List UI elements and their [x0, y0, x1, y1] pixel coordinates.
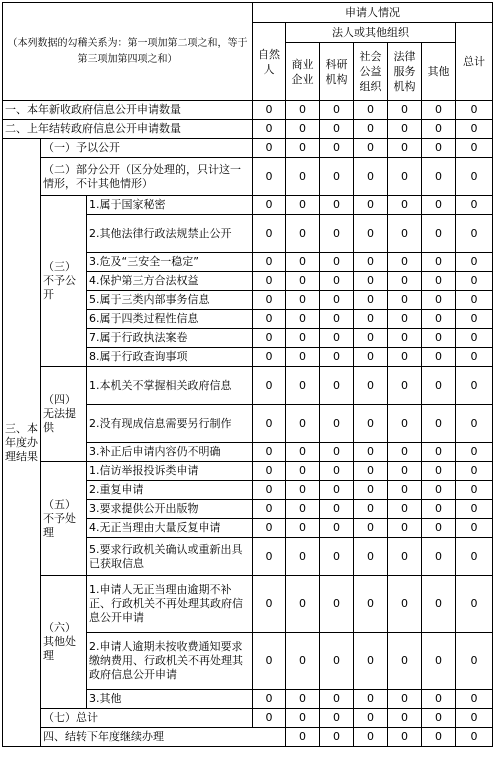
value-cell: 0: [422, 139, 456, 158]
value-cell: 0: [320, 215, 354, 253]
row-label: 6.属于四类过程性信息: [87, 310, 253, 329]
value-cell: 0: [320, 196, 354, 215]
value-cell: 0: [354, 120, 388, 139]
value-cell: 0: [286, 272, 320, 291]
value-cell: 0: [456, 272, 493, 291]
value-cell: 0: [286, 291, 320, 310]
value-cell: 0: [354, 139, 388, 158]
value-cell: 0: [354, 500, 388, 519]
value-cell: 0: [253, 196, 286, 215]
value-cell: 0: [286, 519, 320, 538]
value-cell: 0: [422, 576, 456, 633]
value-cell: 0: [320, 291, 354, 310]
value-cell: 0: [456, 405, 493, 443]
value-cell: 0: [286, 576, 320, 633]
total-header: 总计: [456, 23, 493, 101]
value-cell: 0: [320, 576, 354, 633]
not-processed-category-label: （五）不予处理: [41, 462, 87, 576]
value-cell: 0: [320, 709, 354, 728]
value-cell: 0: [253, 500, 286, 519]
other-header: 其他: [422, 43, 456, 101]
value-cell: 0: [320, 158, 354, 196]
value-cell: 0: [253, 215, 286, 253]
row-label: 5.要求行政机关确认或重新出具已获取信息: [87, 538, 253, 576]
value-cell: 0: [354, 272, 388, 291]
value-cell: 0: [253, 101, 286, 120]
value-cell: 0: [253, 633, 286, 690]
value-cell: 0: [388, 272, 422, 291]
row-label: 3.危及“三安全一稳定”: [87, 253, 253, 272]
row-carried-over: [3, 120, 493, 139]
row-partially-disclosed: [3, 158, 493, 196]
value-cell: 0: [422, 728, 456, 747]
value-cell: 0: [286, 139, 320, 158]
value-cell: 0: [286, 481, 320, 500]
row-label: 7.属于行政执法案卷: [87, 329, 253, 348]
value-cell: 0: [354, 101, 388, 120]
row-label: 1.信访举报投诉类申请: [87, 462, 253, 481]
value-cell: 0: [253, 139, 286, 158]
value-cell: 0: [320, 272, 354, 291]
row-label: 一、本年新收政府信息公开申请数量: [3, 101, 253, 120]
value-cell: 0: [320, 443, 354, 462]
value-cell: 0: [456, 215, 493, 253]
natural-person-header: 自然人: [253, 23, 286, 101]
value-cell: 0: [286, 196, 320, 215]
row-label: 4.保护第三方合法权益: [87, 272, 253, 291]
value-cell: 0: [422, 519, 456, 538]
value-cell: 0: [422, 101, 456, 120]
row-label: 3.其他: [87, 690, 253, 709]
value-cell: 0: [388, 158, 422, 196]
value-cell: 0: [422, 690, 456, 709]
social-welfare-header: 社会公益组织: [354, 43, 388, 101]
value-cell: 0: [388, 253, 422, 272]
value-cell: 0: [253, 367, 286, 405]
row-label: 5.属于三类内部事务信息: [87, 291, 253, 310]
value-cell: 0: [354, 519, 388, 538]
legal-service-header: 法律服务机构: [388, 43, 422, 101]
value-cell: 0: [354, 481, 388, 500]
value-cell: 0: [253, 462, 286, 481]
value-cell: 0: [286, 120, 320, 139]
row-label: 2.没有现成信息需要另行制作: [87, 405, 253, 443]
value-cell: 0: [354, 348, 388, 367]
value-cell: 0: [388, 348, 422, 367]
legal-person-group-header: 法人或其他组织: [286, 23, 456, 43]
value-cell: 0: [388, 367, 422, 405]
value-cell: 0: [253, 576, 286, 633]
row-not-processed-item: [3, 462, 493, 481]
value-cell: 0: [388, 139, 422, 158]
value-cell: 0: [320, 139, 354, 158]
unable-to-provide-category-label: （四）无法提供: [41, 367, 87, 462]
value-cell: 0: [388, 481, 422, 500]
value-cell: 0: [456, 690, 493, 709]
value-cell: 0: [354, 709, 388, 728]
value-cell: 0: [388, 215, 422, 253]
value-cell: 0: [388, 120, 422, 139]
row-label: 4.无正当理由大量反复申请: [87, 519, 253, 538]
value-cell: 0: [456, 576, 493, 633]
value-cell: 0: [354, 405, 388, 443]
value-cell: 0: [354, 538, 388, 576]
value-cell: 0: [456, 253, 493, 272]
value-cell: 0: [388, 709, 422, 728]
value-cell: 0: [456, 310, 493, 329]
row-label: 1.本机关不掌握相关政府信息: [87, 367, 253, 405]
value-cell: 0: [354, 158, 388, 196]
value-cell: 0: [253, 158, 286, 196]
value-cell: 0: [354, 576, 388, 633]
value-cell: 0: [320, 329, 354, 348]
value-cell: 0: [422, 196, 456, 215]
value-cell: 0: [456, 120, 493, 139]
value-cell: 0: [354, 728, 388, 747]
value-cell: 0: [422, 329, 456, 348]
value-cell: 0: [422, 633, 456, 690]
value-cell: 0: [354, 443, 388, 462]
row-label: （七）总计: [41, 709, 253, 728]
value-cell: 0: [320, 120, 354, 139]
value-cell: 0: [388, 310, 422, 329]
value-cell: 0: [286, 538, 320, 576]
value-cell: 0: [388, 443, 422, 462]
value-cell: 0: [422, 120, 456, 139]
row-label: 四、结转下年度继续办理: [41, 728, 286, 747]
value-cell: 0: [388, 728, 422, 747]
row-label: （二）部分公开（区分处理的，只计这一情形，不计其他情形）: [41, 158, 253, 196]
value-cell: 0: [422, 367, 456, 405]
value-cell: 0: [388, 690, 422, 709]
value-cell: 0: [320, 633, 354, 690]
value-cell: 0: [253, 329, 286, 348]
value-cell: 0: [456, 462, 493, 481]
row-not-disclosed-item: [3, 196, 493, 215]
research-header: 科研机构: [320, 43, 354, 101]
row-label: 二、上年结转政府信息公开申请数量: [3, 120, 253, 139]
value-cell: 0: [253, 519, 286, 538]
value-cell: 0: [422, 538, 456, 576]
value-cell: 0: [253, 481, 286, 500]
value-cell: 0: [253, 405, 286, 443]
value-cell: 0: [286, 405, 320, 443]
row-label: 1.申请人无正当理由逾期不补正、行政机关不再处理其政府信息公开申请: [87, 576, 253, 633]
value-cell: 0: [286, 310, 320, 329]
value-cell: 0: [320, 481, 354, 500]
value-cell: 0: [286, 728, 320, 747]
value-cell: 0: [388, 329, 422, 348]
value-cell: 0: [388, 500, 422, 519]
value-cell: 0: [354, 462, 388, 481]
value-cell: 0: [286, 101, 320, 120]
value-cell: 0: [253, 272, 286, 291]
value-cell: 0: [456, 519, 493, 538]
value-cell: 0: [422, 310, 456, 329]
value-cell: 0: [354, 310, 388, 329]
value-cell: 0: [320, 500, 354, 519]
value-cell: 0: [286, 253, 320, 272]
row-label: 2.申请人逾期未按收费通知要求缴纳费用、行政机关不再处理其政府信息公开申请: [87, 633, 253, 690]
value-cell: 0: [253, 310, 286, 329]
value-cell: 0: [456, 443, 493, 462]
row-label: 3.补正后申请内容仍不明确: [87, 443, 253, 462]
value-cell: 0: [456, 196, 493, 215]
value-cell: 0: [320, 367, 354, 405]
value-cell: 0: [354, 253, 388, 272]
row-label: 1.属于国家秘密: [87, 196, 253, 215]
value-cell: 0: [286, 690, 320, 709]
value-cell: 0: [354, 329, 388, 348]
value-cell: 0: [253, 291, 286, 310]
value-cell: 0: [422, 462, 456, 481]
value-cell: 0: [320, 310, 354, 329]
value-cell: 0: [456, 538, 493, 576]
value-cell: 0: [286, 443, 320, 462]
value-cell: 0: [320, 519, 354, 538]
value-cell: 0: [320, 728, 354, 747]
value-cell: 0: [422, 215, 456, 253]
value-cell: 0: [388, 291, 422, 310]
value-cell: 0: [422, 272, 456, 291]
value-cell: 0: [286, 348, 320, 367]
value-cell: 0: [286, 633, 320, 690]
header-row-1: [3, 3, 493, 23]
value-cell: 0: [456, 348, 493, 367]
value-cell: 0: [320, 348, 354, 367]
value-cell: 0: [422, 500, 456, 519]
value-cell: 0: [286, 709, 320, 728]
value-cell: 0: [422, 291, 456, 310]
value-cell: 0: [286, 367, 320, 405]
annual-result-label: 三、本年度办理结果: [3, 139, 41, 747]
row-label: 3.要求提供公开出版物: [87, 500, 253, 519]
not-disclosed-category-label: （三）不予公开: [41, 196, 87, 367]
value-cell: 0: [253, 253, 286, 272]
relation-note: （本列数据的勾稽关系为：第一项加第二项之和，等于第三项加第四项之和）: [3, 3, 253, 101]
applicant-info-header: 申请人情况: [253, 3, 493, 23]
value-cell: 0: [354, 367, 388, 405]
value-cell: 0: [422, 443, 456, 462]
value-cell: 0: [456, 633, 493, 690]
value-cell: 0: [388, 405, 422, 443]
row-label: 2.其他法律行政法规禁止公开: [87, 215, 253, 253]
value-cell: 0: [253, 120, 286, 139]
row-label: （一）予以公开: [41, 139, 253, 158]
value-cell: 0: [388, 101, 422, 120]
value-cell: 0: [286, 158, 320, 196]
value-cell: 0: [456, 329, 493, 348]
value-cell: 0: [456, 709, 493, 728]
value-cell: 0: [320, 462, 354, 481]
value-cell: 0: [320, 538, 354, 576]
value-cell: 0: [422, 709, 456, 728]
gov-info-disclosure-table: [2, 2, 493, 747]
value-cell: 0: [456, 291, 493, 310]
value-cell: 0: [456, 158, 493, 196]
other-processing-category-label: （六）其他处理: [41, 576, 87, 709]
value-cell: 0: [422, 481, 456, 500]
value-cell: 0: [422, 348, 456, 367]
row-label: 8.属于行政查询事项: [87, 348, 253, 367]
value-cell: 0: [320, 253, 354, 272]
row-total: [3, 709, 493, 728]
value-cell: 0: [286, 500, 320, 519]
value-cell: 0: [286, 462, 320, 481]
value-cell: 0: [354, 291, 388, 310]
row-label: 2.重复申请: [87, 481, 253, 500]
value-cell: 0: [286, 329, 320, 348]
value-cell: 0: [253, 348, 286, 367]
value-cell: 0: [253, 443, 286, 462]
value-cell: 0: [388, 576, 422, 633]
row-unable-to-provide-item: [3, 367, 493, 405]
value-cell: 0: [253, 538, 286, 576]
value-cell: 0: [354, 196, 388, 215]
value-cell: 0: [422, 158, 456, 196]
value-cell: 0: [456, 367, 493, 405]
value-cell: 0: [422, 405, 456, 443]
value-cell: 0: [253, 690, 286, 709]
value-cell: 0: [320, 405, 354, 443]
value-cell: 0: [286, 215, 320, 253]
value-cell: 0: [388, 196, 422, 215]
value-cell: 0: [388, 519, 422, 538]
value-cell: 0: [456, 481, 493, 500]
value-cell: 0: [422, 253, 456, 272]
row-carry-to-next-year: [3, 728, 493, 747]
value-cell: 0: [388, 633, 422, 690]
value-cell: 0: [456, 101, 493, 120]
commercial-header: 商业企业: [286, 43, 320, 101]
value-cell: 0: [320, 101, 354, 120]
value-cell: 0: [320, 690, 354, 709]
row-disclosed: [3, 139, 493, 158]
value-cell: 0: [354, 215, 388, 253]
value-cell: 0: [253, 709, 286, 728]
row-other-processing-item: [3, 576, 493, 633]
value-cell: 0: [354, 633, 388, 690]
value-cell: 0: [388, 538, 422, 576]
value-cell: 0: [456, 500, 493, 519]
value-cell: 0: [388, 462, 422, 481]
row-new-applications: [3, 101, 493, 120]
value-cell: 0: [456, 728, 493, 747]
value-cell: 0: [354, 690, 388, 709]
value-cell: 0: [456, 139, 493, 158]
